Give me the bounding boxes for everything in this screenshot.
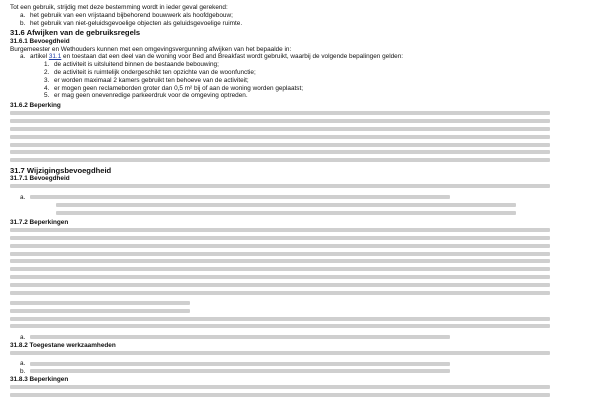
body-text-line [10,384,590,392]
section-heading [10,175,590,183]
illegible-text-placeholder [30,362,450,366]
illegible-text-placeholder [10,393,550,397]
illegible-text-placeholder [10,135,550,139]
illegible-text-placeholder [10,317,550,321]
list-item-content: het gebruik van een vrijstaand bijbehorend bouwwerk als hoofdgebouw; [30,11,233,19]
sub-list-item-text: er worden maximaal 2 kamers gebruikt ten behoeve van de activiteit; [54,76,249,84]
illegible-text-placeholder [10,351,550,355]
sub-list-item-marker: 1. [44,61,50,69]
section-heading [10,307,590,315]
section-heading [10,376,590,384]
illegible-text-placeholder [10,283,550,287]
list-item-marker: b. [20,19,26,27]
section-heading-text: 31.7 Wijzigingsbevoegdheid [10,165,112,175]
illegible-text-placeholder [10,259,550,263]
list-item-marker: a. [20,193,26,201]
illegible-text-placeholder [10,252,550,256]
illegible-text-placeholder [56,211,516,215]
body-text-line [10,266,590,274]
sub-list-item [10,77,590,85]
section-heading-text: 31.8.3 Beperkingen [10,375,69,383]
body-text-line [10,149,590,157]
section-heading [10,342,590,350]
illegible-text-placeholder [10,291,550,295]
list-item-content: het gebruik van niet-geluidsgevoelige objecten als geluidsgevoelige ruimte. [30,19,243,27]
illegible-text-placeholder [30,369,450,373]
body-text-line [10,392,590,400]
body-text-line [10,141,590,149]
list-item-marker: a. [20,53,26,61]
body-text-line [10,250,590,258]
continuation-line [10,209,590,217]
sub-list-item-marker: 5. [44,92,50,100]
sub-list-item-marker: 2. [44,68,50,76]
illegible-text-placeholder [56,203,516,207]
list-item-marker: a. [20,360,26,368]
body-text-line [10,274,590,282]
body-text: Burgemeester en Wethouders kunnen met een omgevingsvergunning afwijken van het bepaalde in: [10,45,292,53]
body-text: Tot een gebruik, strijdig met deze bestemming wordt in ieder geval gerekend: [10,4,228,11]
list-item-text [30,194,590,202]
sub-list-item [10,69,590,77]
sub-list-item [10,85,590,93]
body-text-line [10,157,590,165]
illegible-text-placeholder [10,236,550,240]
section-heading-text: 31.8.2 Toegestane werkzaamheden [10,341,116,349]
sub-list-item-text: de activiteit is uitsluitend binnen de bestaande bebouwing; [54,61,219,69]
list-item [10,20,590,28]
illegible-text-placeholder [10,184,550,188]
body-text-line [10,110,590,118]
sub-list-item [10,61,590,69]
body-text-line [10,46,590,54]
illegible-text-placeholder [10,127,550,131]
illegible-text-placeholder [10,309,190,313]
illegible-text-placeholder [10,111,550,115]
body-text-line [10,227,590,235]
section-heading-text: 31.6 Afwijken van de gebruiksregels [10,28,141,38]
sub-list-item-marker: 4. [44,84,50,92]
body-text-line [10,349,590,357]
continuation-line [10,201,590,209]
section-heading [10,166,590,175]
list-item-text [30,334,590,342]
list-item [10,194,590,202]
section-heading [10,102,590,110]
illegible-text-placeholder [10,119,550,123]
list-item-marker: b. [20,368,26,376]
illegible-text-placeholder [10,267,550,271]
illegible-text-placeholder [30,335,450,339]
section-heading [10,219,590,227]
section-heading [10,298,590,307]
illegible-text-placeholder [10,143,550,147]
sub-list-item [10,92,590,100]
body-text-line [10,126,590,134]
illegible-text-placeholder [10,228,550,232]
illegible-text-placeholder [10,244,550,248]
list-item [10,53,590,61]
illegible-text-placeholder [10,385,550,389]
sub-list-item-text: er mag geen onevenredige parkeerdruk voor de omgeving optreden. [54,92,248,100]
body-text-line [10,315,590,323]
list-item-text [30,53,590,61]
body-text-line [10,289,590,297]
article-reference-link[interactable]: 31.1 [48,53,62,61]
sub-list-item-marker: 3. [44,76,50,84]
list-item [10,368,590,376]
section-heading [10,38,590,46]
body-text-line [10,258,590,266]
illegible-text-placeholder [10,301,190,305]
body-text-line [10,282,590,290]
body-text-line [10,118,590,126]
list-item-text [30,20,590,28]
section-heading-text: 31.6.2 Beperking [10,102,61,110]
body-text-line [10,235,590,243]
list-item-marker: a. [20,11,26,19]
list-item-text-pre: artikel [30,53,49,61]
list-item-marker: a. [20,333,26,341]
list-item-text [30,12,590,20]
sub-list-item-text: de activiteit is ruimtelijk ondergeschikt ten opzichte van de woonfunctie; [54,68,256,76]
list-item [10,12,590,20]
sub-list-item-text: er mogen geen reclameborden groter dan 0,5 m² bij of aan de woning worden geplaatst; [54,84,304,92]
illegible-text-placeholder [10,324,550,328]
list-item-text [30,360,590,368]
body-text-line [10,183,590,191]
illegible-text-placeholder [10,275,550,279]
section-heading [10,28,590,37]
section-heading-text: 31.7.2 Beperkingen [10,219,69,226]
illegible-text-placeholder [10,158,550,162]
section-heading-text: 31.7.1 Bevoegdheid [10,174,70,182]
illegible-text-placeholder [10,150,550,154]
body-text-line [10,133,590,141]
list-item-text [30,368,590,376]
list-item [10,360,590,368]
body-text-line [10,242,590,250]
body-text-line [10,323,590,331]
body-text-line [10,4,590,12]
list-item [10,334,590,342]
section-heading-text: 31.6.1 Bevoegdheid [10,37,70,45]
list-item-text-post: en toestaan dat een deel van de woning voor Bed and Breakfast wordt gebruikt, waarbij de volgende bepalingen gelden: [61,53,404,61]
illegible-text-placeholder [30,195,450,199]
